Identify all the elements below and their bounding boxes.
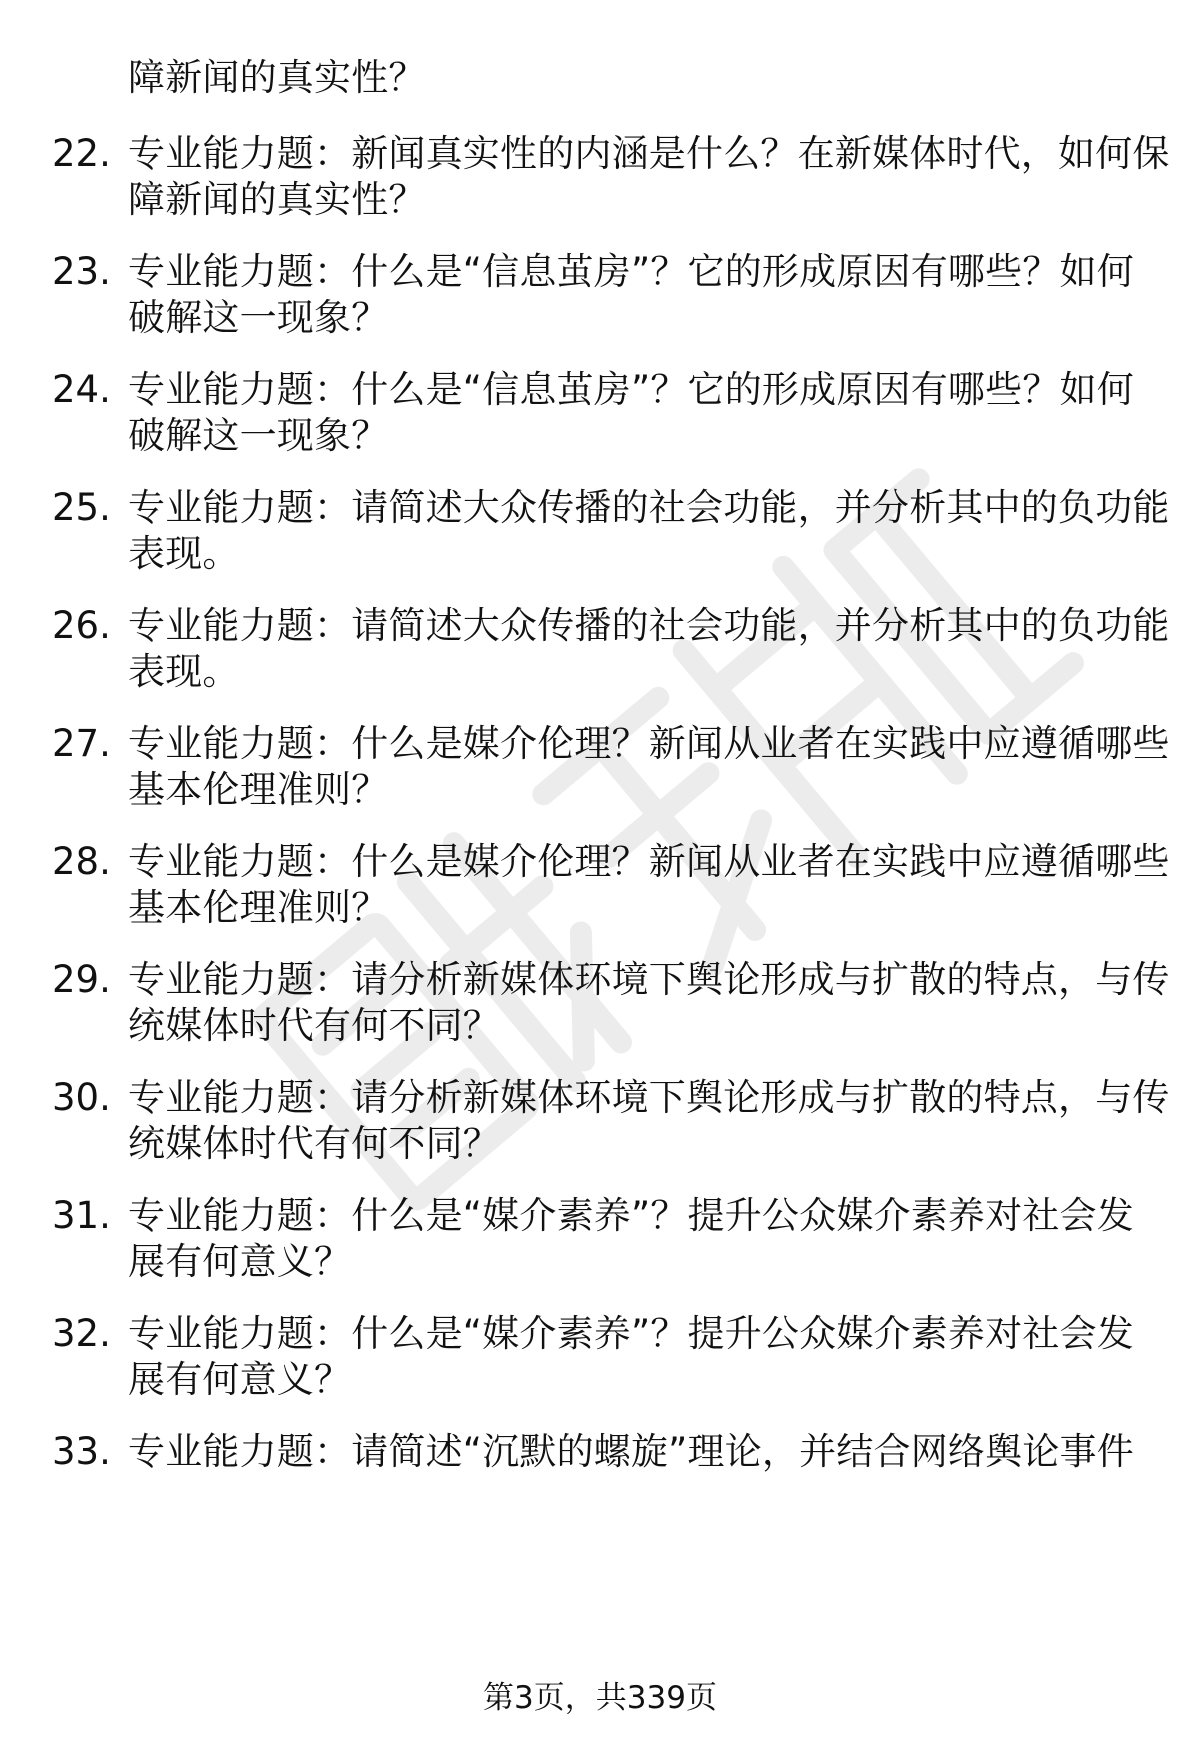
question-text-line2: 展有何意义？ <box>128 1358 352 1401</box>
question-text-line1: 专业能力题：什么是“信息茧房”？它的形成原因有哪些？如何 <box>128 250 1134 293</box>
question-item <box>0 1076 1200 1176</box>
question-text-line1: 专业能力题：什么是“信息茧房”？它的形成原因有哪些？如何 <box>128 368 1134 411</box>
question-text-line2: 统媒体时代有何不同？ <box>128 1004 500 1047</box>
question-text-line1: 专业能力题：请分析新媒体环境下舆论形成与扩散的特点，与传 <box>128 1076 1170 1119</box>
question-text-line1: 专业能力题：什么是“媒介素养”？提升公众媒介素养对社会发 <box>128 1312 1134 1355</box>
question-item <box>0 722 1200 822</box>
question-text-line2: 表现。 <box>128 532 240 575</box>
question-text-line2: 统媒体时代有何不同？ <box>128 1122 500 1165</box>
question-text-line2: 障新闻的真实性？ <box>128 178 426 221</box>
question-item <box>0 958 1200 1058</box>
question-number: 22. <box>52 132 111 175</box>
question-number: 29. <box>52 958 111 1001</box>
question-number: 32. <box>52 1312 111 1355</box>
question-text-line1: 专业能力题：请简述大众传播的社会功能，并分析其中的负功能 <box>128 486 1170 529</box>
question-text-line2: 基本伦理准则？ <box>128 886 389 929</box>
question-text-line1: 专业能力题：新闻真实性的内涵是什么？在新媒体时代，如何保 <box>128 132 1170 175</box>
question-number: 25. <box>52 486 111 529</box>
question-number: 33. <box>52 1430 111 1473</box>
question-text-line2: 表现。 <box>128 650 240 693</box>
page-footer: 第3页，共339页 <box>483 1680 717 1716</box>
question-item <box>0 250 1200 350</box>
continuation-text: 障新闻的真实性？ <box>128 56 426 99</box>
question-text-line1: 专业能力题：请简述“沉默的螺旋”理论，并结合网络舆论事件 <box>128 1430 1134 1473</box>
question-item <box>0 604 1200 704</box>
question-text-line2: 破解这一现象？ <box>128 296 389 339</box>
question-number: 30. <box>52 1076 111 1119</box>
question-item <box>0 368 1200 468</box>
question-number: 24. <box>52 368 111 411</box>
question-text-line1: 专业能力题：什么是媒介伦理？新闻从业者在实践中应遵循哪些 <box>128 722 1170 765</box>
question-text-line1: 专业能力题：请分析新媒体环境下舆论形成与扩散的特点，与传 <box>128 958 1170 1001</box>
question-number: 27. <box>52 722 111 765</box>
question-text-line1: 专业能力题：请简述大众传播的社会功能，并分析其中的负功能 <box>128 604 1170 647</box>
question-text-line2: 破解这一现象？ <box>128 414 389 457</box>
question-item <box>0 486 1200 586</box>
question-number: 23. <box>52 250 111 293</box>
question-text-line2: 基本伦理准则？ <box>128 768 389 811</box>
question-text-line1: 专业能力题：什么是“媒介素养”？提升公众媒介素养对社会发 <box>128 1194 1134 1237</box>
question-number: 28. <box>52 840 111 883</box>
question-number: 31. <box>52 1194 111 1237</box>
question-item <box>0 1194 1200 1294</box>
question-number: 26. <box>52 604 111 647</box>
question-text-line2: 展有何意义？ <box>128 1240 352 1283</box>
question-item <box>0 132 1200 232</box>
question-item <box>0 840 1200 940</box>
question-item <box>0 1312 1200 1412</box>
question-item <box>0 1430 1200 1530</box>
question-text-line1: 专业能力题：什么是媒介伦理？新闻从业者在实践中应遵循哪些 <box>128 840 1170 883</box>
